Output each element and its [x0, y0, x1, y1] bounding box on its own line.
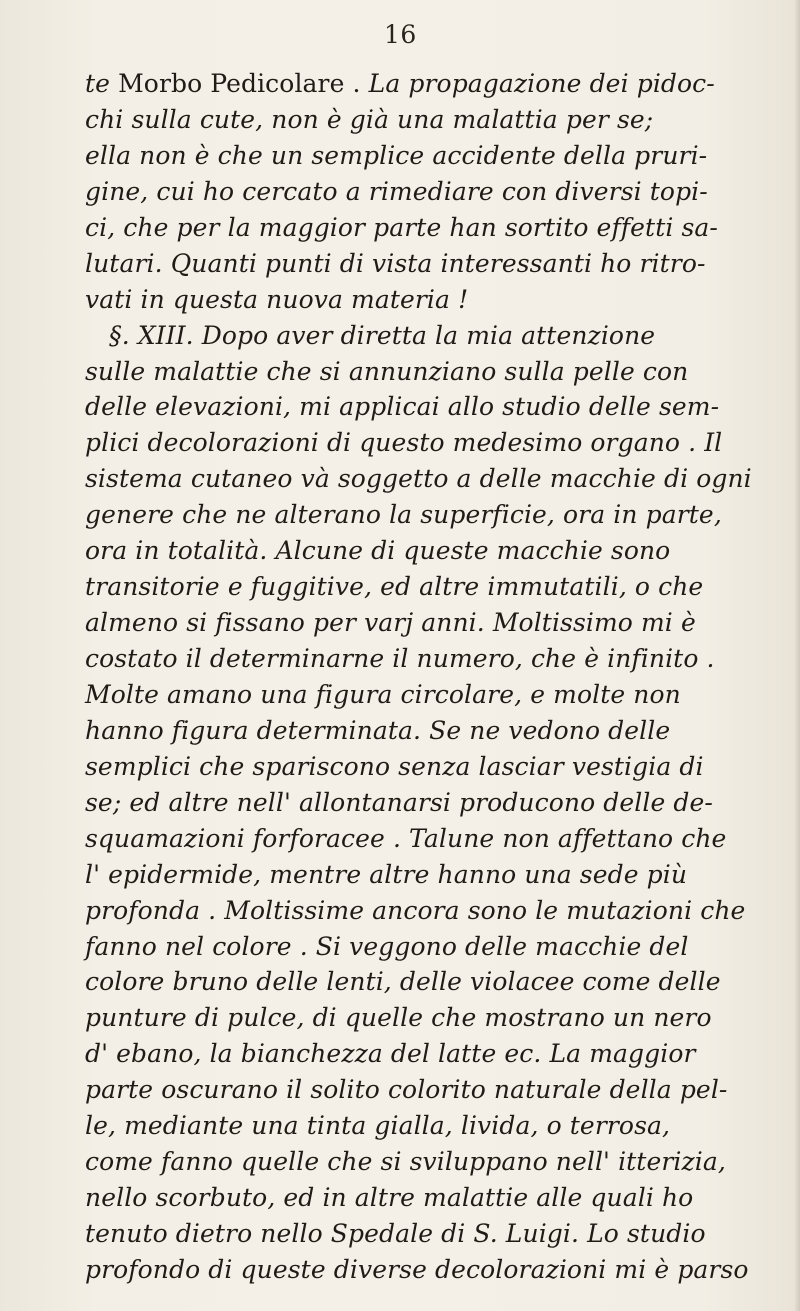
text-line	[85, 210, 775, 246]
text-run: chi sulla cute, non è già una malattia per se;	[85, 104, 654, 134]
text-line	[85, 857, 775, 893]
text-run: transitorie e fuggitive, ed altre immutatili, o che	[85, 572, 704, 602]
text-run: costato il determinarne il numero, che è infinito .	[85, 644, 715, 673]
text-run: profonda . Moltissime ancora sono le mutazioni che	[85, 895, 746, 925]
text-run: Molte amano una figura circolare, e molte non	[85, 679, 681, 709]
text-line	[85, 461, 775, 497]
text-line	[85, 1180, 775, 1216]
text-line	[85, 1144, 775, 1180]
text-line	[85, 749, 775, 785]
text-line	[85, 641, 775, 677]
text-line	[85, 1000, 775, 1036]
text-line	[85, 569, 775, 605]
text-run: ora in totalità. Alcune di queste macchie sono	[85, 536, 671, 566]
text-run: l' epidermide, mentre altre hanno una sede più	[85, 859, 688, 889]
text-line	[85, 893, 775, 929]
text-line	[85, 605, 775, 641]
text-line	[85, 1072, 775, 1108]
text-line	[85, 929, 775, 965]
text-line	[85, 138, 775, 174]
text-run: vati in questa nuova materia !	[85, 284, 469, 314]
page-edge-shadow	[794, 0, 800, 1311]
text-run: profondo di queste diverse decolorazioni mi è parso	[85, 1254, 749, 1284]
text-run: plici decolorazioni di questo medesimo organo . Il	[85, 428, 723, 458]
text-line	[85, 282, 775, 318]
text-line	[85, 533, 775, 569]
text-line	[85, 1036, 775, 1072]
text-line	[85, 1216, 775, 1252]
text-run: nello scorbuto, ed in altre malattie alle quali ho	[85, 1183, 694, 1213]
text-run: almeno si fissano per varj anni. Moltissimo mi è	[85, 608, 696, 638]
text-run: ci, che per la maggior parte han sortito effetti sa-	[85, 212, 718, 242]
text-run: lutari. Quanti punti di vista interessanti ho ritro-	[85, 248, 706, 278]
text-run: genere che ne alterano la superficie, ora in parte,	[85, 500, 722, 530]
text-line	[85, 821, 775, 857]
text-line	[85, 318, 775, 354]
text-line	[85, 1108, 775, 1144]
text-line	[85, 425, 775, 461]
text-line	[85, 785, 775, 821]
text-line	[85, 677, 775, 713]
text-line	[85, 66, 775, 102]
text-line	[85, 354, 775, 390]
text-run: sulle malattie che si annunziano sulla pelle con	[85, 356, 689, 386]
text-line	[85, 1252, 775, 1288]
text-run: sistema cutaneo và soggetto a delle macchie di ogni	[85, 464, 752, 494]
text-line	[85, 964, 775, 1000]
text-run: §. XIII. Dopo aver diretta la mia attenzione	[85, 320, 656, 350]
text-run: Morbo Pedicolare .	[118, 69, 369, 98]
text-run: La propagazione dei pidoc-	[368, 69, 715, 98]
text-run: squamazioni forforacee . Talune non affettano che	[85, 823, 727, 853]
page-number: 16	[384, 20, 417, 49]
text-line	[85, 246, 775, 282]
text-line	[85, 102, 775, 138]
text-run: d' ebano, la bianchezza del latte ec. La maggior	[85, 1039, 696, 1069]
text-run: fanno nel colore . Si veggono delle macchie del	[85, 931, 689, 961]
text-run: colore bruno delle lenti, delle violacee come delle	[85, 967, 721, 997]
text-line	[85, 497, 775, 533]
text-line	[85, 713, 775, 749]
text-run: le, mediante una tinta gialla, livida, o terrosa,	[85, 1111, 671, 1141]
text-run: tenuto dietro nello Spedale di S. Luigi. Lo studio	[85, 1219, 706, 1248]
text-run: delle elevazioni, mi applicai allo studio delle sem-	[85, 392, 720, 422]
text-run: parte oscurano il solito colorito naturale della pel-	[85, 1075, 728, 1105]
text-run: semplici che spariscono senza lasciar vestigia di	[85, 751, 704, 781]
text-run: ella non è che un semplice accidente della pruri-	[85, 140, 708, 170]
text-run: hanno figura determinata. Se ne vedono delle	[85, 715, 671, 745]
text-run: se; ed altre nell' allontanarsi producono delle de-	[85, 787, 713, 817]
text-run: te	[85, 69, 119, 98]
body-text	[85, 66, 775, 1288]
text-line	[85, 174, 775, 210]
text-run: punture di pulce, di quelle che mostrano un nero	[85, 1003, 712, 1033]
text-line	[85, 389, 775, 425]
text-run: gine, cui ho cercato a rimediare con diversi topi-	[85, 176, 708, 206]
text-run: come fanno quelle che si sviluppano nell' itterizia,	[85, 1147, 726, 1177]
